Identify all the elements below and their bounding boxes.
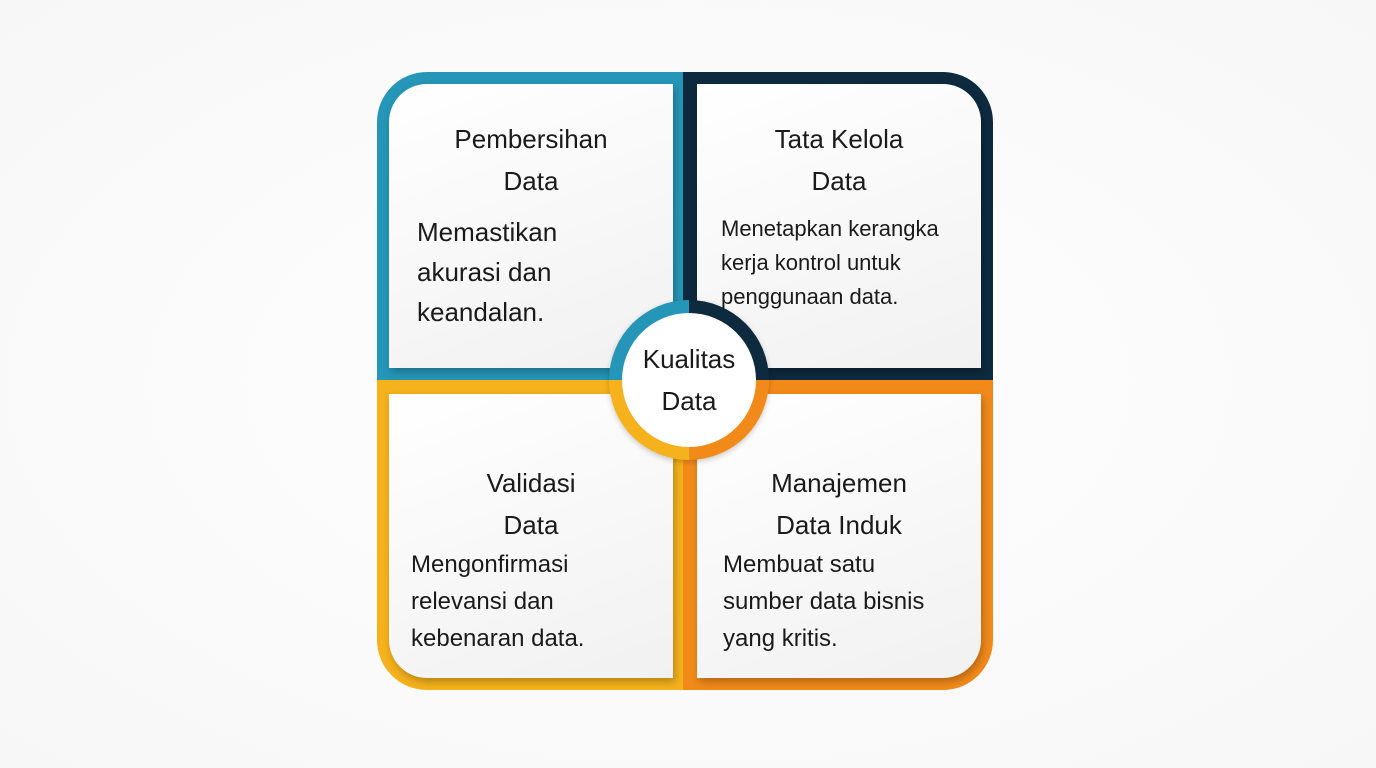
- card-description: Memastikan akurasi dan keandalan.: [417, 217, 558, 327]
- center-label: Kualitas Data: [622, 313, 756, 447]
- card-title: Manajemen Data Induk: [771, 468, 907, 540]
- card-title: Pembersihan Data: [454, 124, 608, 196]
- data-quality-diagram: [377, 72, 993, 690]
- card-data-validation: [389, 394, 673, 678]
- center-hub: [609, 300, 769, 460]
- card-title: Tata Kelola Data: [774, 124, 904, 196]
- card-title: Validasi Data: [486, 468, 576, 540]
- card-description: Menetapkan kerangka kerja kontrol untuk penggunaan data.: [721, 216, 939, 309]
- card-description: Membuat satu sumber data bisnis yang kritis.: [723, 551, 925, 652]
- card-description: Mengonfirmasi relevansi dan kebenaran data.: [411, 551, 585, 652]
